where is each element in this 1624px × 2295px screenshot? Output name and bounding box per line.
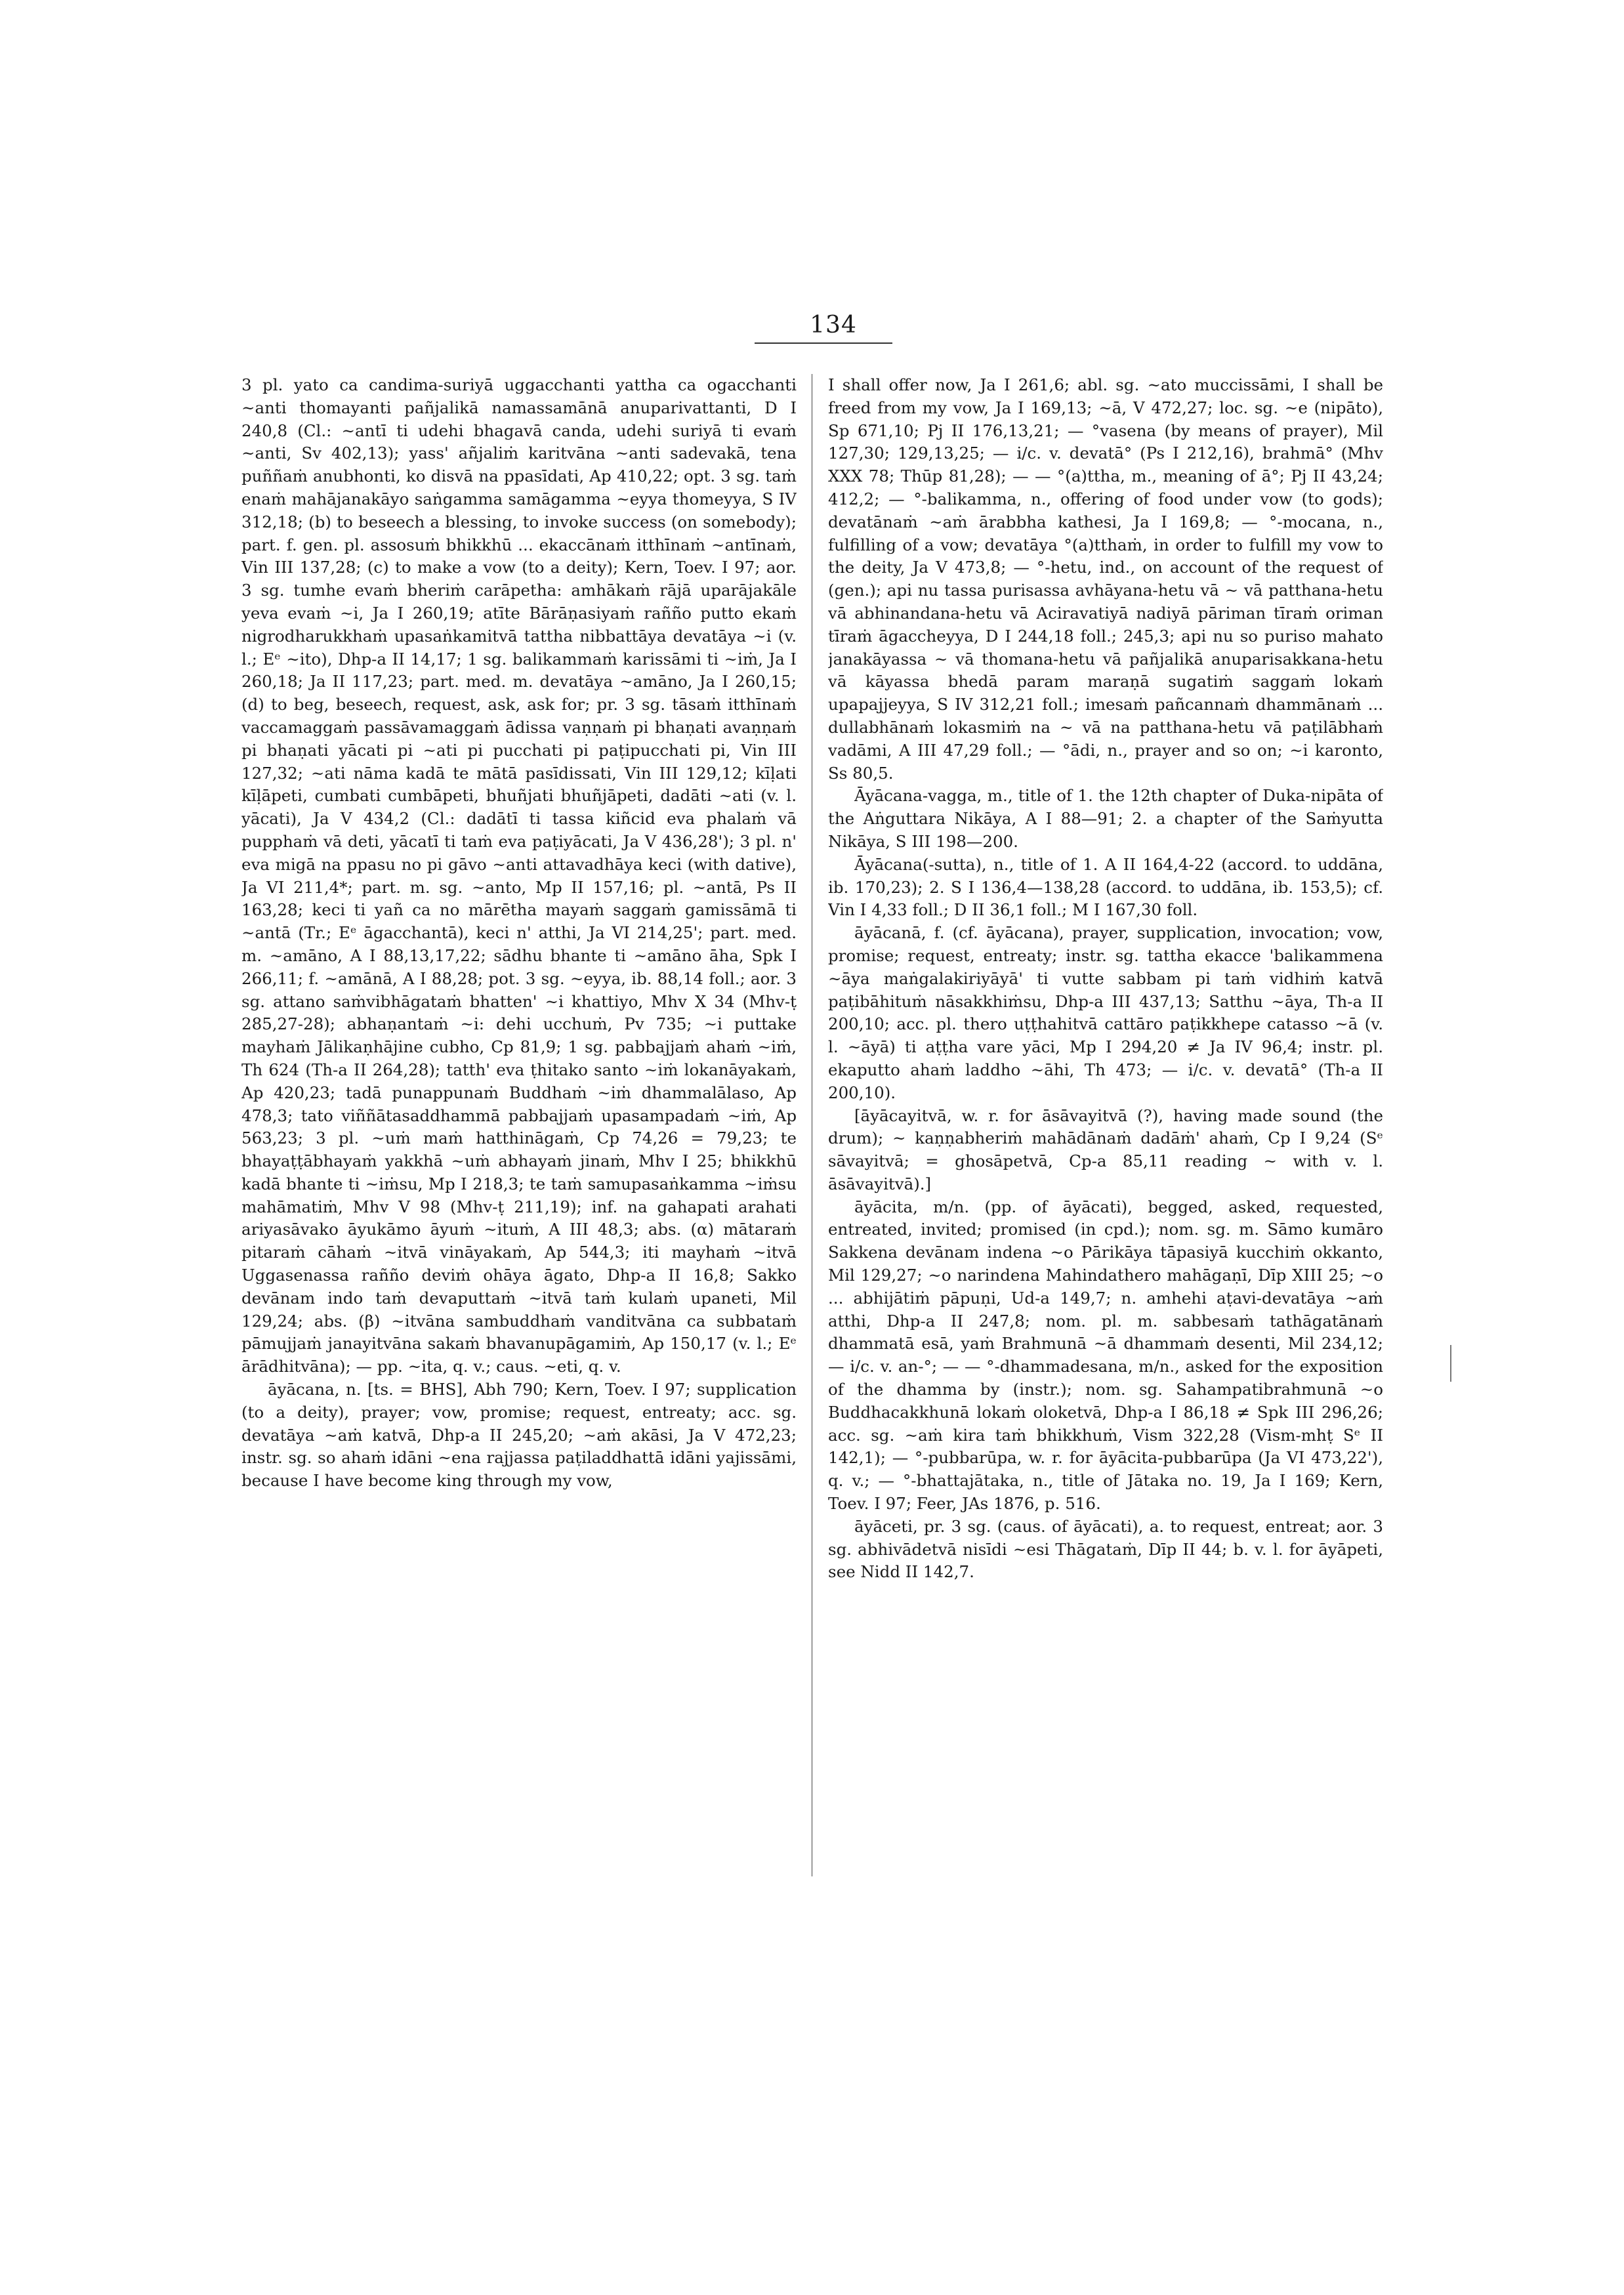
entry-paragraph: Āyācana(-sutta), n., title of 1. A II 164,4-22 (accord. to uddāna, ib. 170,23); 2. S I 136,4—138,28 (accord. to uddāna, ib. 153,5); cf. Vin I 4,33 foll.; D II 36,1 foll.; M I 167,30 foll.	[828, 854, 1383, 920]
margin-mark	[1450, 1345, 1451, 1382]
right-column	[828, 374, 1383, 1876]
entry-paragraph: Āyācana-vagga, m., title of 1. the 12th chapter of Duka-nipāta of the Aṅguttara Nikāya, A I 88—91; 2. a chapter of the Saṁyutta Nikāya, S III 198—200.	[828, 786, 1383, 851]
left-column	[241, 374, 797, 1876]
entry-paragraph: āyāceti, pr. 3 sg. (caus. of āyācati), a. to request, entreat; aor. 3 sg. abhivādetvā nisīdi ~esi Thāgataṁ, Dīp II 44; b. v. l. for āyāpeti, see Nidd II 142,7.	[828, 1516, 1383, 1582]
entry-paragraph: [āyācayitvā, w. r. for āsāvayitvā (?), having made sound (the drum); ~ kaṇṇabheriṁ mahādānaṁ dadāṁ' ahaṁ, Cp I 9,24 (Sᵉ sāvayitvā; = ghosāpetvā, Cp-a 85,11 reading ~ with v. l. āsāvayitvā).]	[828, 1106, 1383, 1193]
entry-paragraph: āyācita, m/n. (pp. of āyācati), begged, asked, requested, entreated, invited; promised (in cpd.); nom. sg. m. Sāmo kumāro Sakkena devānam indena ~o Pārikāya tāpasiyā kucchiṁ okkanto, Mil 129,27; ~o narindena Mahindathero mahāgaṇī, Dīp XIII 25; ~o ... abhijātiṁ pāpuṇi, Ud-a 149,7; n. amhehi aṭavi-devatāya ~aṁ atthi, Dhp-a II 247,8; nom. pl. m. sabbesaṁ tathāgatānaṁ dhammatā esā, yaṁ Brahmunā ~ā dhammaṁ desenti, Mil 234,12; — i/c. v. an-°; — — °-dhammadesana, m/n., asked for the exposition of the dhamma by (instr.); nom. sg. Sahampatibrahmunā ~o Buddhacakkhunā lokaṁ oloketvā, Dhp-a I 86,18 ≠ Spk III 296,26; acc. sg. ~aṁ kira taṁ bhikkhuṁ, Vism 322,28 (Vism-mhṭ Sᵉ II 142,1); — °-pubbarūpa, w. r. for āyācita-pubbarūpa (Ja VI 473,22'), q. v.; — °-bhattajātaka, n., title of Jātaka no. 19, Ja I 169; Kern, Toev. I 97; Feer, JAs 1876, p. 516.	[828, 1197, 1383, 1514]
page-number-rule	[755, 342, 892, 344]
page-number: 134	[810, 312, 857, 339]
entry-paragraph: I shall offer now, Ja I 261,6; abl. sg. ~ato muccissāmi, I shall be freed from my vow, Ja I 169,13; ~ā, V 472,27; loc. sg. ~e (nipāto), Sp 671,10; Pj II 176,13,21; — °vasena (by means of prayer), Mil 127,30; 129,13,25; — i/c. v. devatā° (Ps I 212,16), brahmā° (Mhv XXX 78; Thūp 81,28); — — °(a)ttha, m., meaning of ā°; Pj II 43,24; 412,2; — °-balikamma, n., offering of food under vow (to gods); devatānaṁ ~aṁ ārabbha kathesi, Ja I 169,8; — °-mocana, n., fulfilling of a vow; devatāya °(a)tthaṁ, in order to fulfill my vow to the deity, Ja V 473,8; — °-hetu, ind., on account of the request of (gen.); api nu tassa purisassa avhāyana-hetu vā ~ vā patthana-hetu vā abhinandana-hetu vā Aciravatiyā nadiyā pāriman tīraṁ oriman tīraṁ āgaccheyya, D I 244,18 foll.; 245,3; api nu so puriso mahato janakāyassa ~ vā thomana-hetu vā pañjalikā anuparisakkana-hetu vā kāyassa bhedā param maraṇā sugatiṁ saggaṁ lokaṁ upapajjeyya, S IV 312,21 foll.; imesaṁ pañcannaṁ dhammānaṁ ... dullabhānaṁ lokasmiṁ na ~ vā na patthana-hetu vā paṭilābhaṁ vadāmi, A III 47,29 foll.; — °ādi, n., prayer and so on; ~i karonto, Ss 80,5.	[828, 375, 1383, 783]
entry-paragraph: āyācana, n. [ts. = BHS], Abh 790; Kern, Toev. I 97; supplication (to a deity), prayer; vow, promise; request, entreaty; acc. sg. devatāya ~aṁ katvā, Dhp-a II 245,20; ~aṁ akāsi, Ja V 472,23; instr. sg. so ahaṁ idāni ~ena rajjassa paṭiladdhattā idāni yajissāmi, because I have become king through my vow,	[241, 1380, 797, 1491]
entry-paragraph: āyācanā, f. (cf. āyācana), prayer, supplication, invocation; vow, promise; request, entreaty; instr. sg. tattha ekacce 'balikammena ~āya maṅgalakiriyāyā' ti vutte sabbam pi taṁ vidhiṁ katvā paṭibāhituṁ nāsakkhiṁsu, Dhp-a III 437,13; Satthu ~āya, Th-a II 200,10; acc. pl. thero uṭṭhahitvā cattāro paṭikkhepe catasso ~ā (v. l. ~āyā) ti aṭṭha vare yāci, Mp I 294,20 ≠ Ja IV 96,4; instr. pl. ekaputto ahaṁ laddho ~āhi, Th 473; — i/c. v. devatā° (Th-a II 200,10).	[828, 923, 1383, 1102]
entry-paragraph: 3 pl. yato ca candima-suriyā uggacchanti yattha ca ogacchanti ~anti thomayanti pañjalikā namassamānā anuparivattanti, D I 240,8 (Cl.: ~antī ti udehi bhagavā canda, udehi suriyā ti evaṁ ~anti, Sv 402,13); yass' añjaliṁ karitvāna ~anti sadevakā, tena puññaṁ anubhonti, ko disvā na ppasīdati, Ap 410,22; opt. 3 sg. taṁ enaṁ mahājanakāyo saṅgamma samāgamma ~eyya thomeyya, S IV 312,18; (b) to beseech a blessing, to invoke success (on somebody); part. f. gen. pl. assosuṁ bhikkhū ... ekaccānaṁ itthīnaṁ ~antīnaṁ, Vin III 137,28; (c) to make a vow (to a deity); Kern, Toev. I 97; aor. 3 sg. tumhe evaṁ bheriṁ carāpetha: amhākaṁ rājā uparājakāle yeva evaṁ ~i, Ja I 260,19; atīte Bārāṇasiyaṁ rañño putto ekaṁ nigrodharukkhaṁ upasaṅkamitvā tattha nibbattāya devatāya ~i (v. l.; Eᵉ ~ito), Dhp-a II 14,17; 1 sg. balikammaṁ karissāmi ti ~iṁ, Ja I 260,18; Ja II 117,23; part. med. m. devatāya ~amāno, Ja I 260,15; (d) to beg, beseech, request, ask, ask for; pr. 3 sg. tāsaṁ itthīnaṁ vaccamaggaṁ passāvamaggaṁ ādissa vaṇṇaṁ pi bhaṇati avaṇṇaṁ pi bhaṇati yācati pi ~ati pi pucchati pi paṭipucchati pi, Vin III 127,32; ~ati nāma kadā te mātā pasīdissati, Vin III 129,12; kīḷati kīḷāpeti, cumbati cumbāpeti, bhuñjati bhuñjāpeti, dadāti ~ati (v. l. yācati), Ja V 434,2 (Cl.: dadātī ti tassa kiñcid eva phalaṁ vā pupphaṁ vā deti, yācatī ti taṁ eva paṭiyācati, Ja V 436,28'); 3 pl. n' eva migā na ppasu no pi gāvo ~anti attavadhāya keci (with dative), Ja VI 211,4*; part. m. sg. ~anto, Mp II 157,16; pl. ~antā, Ps II 163,28; keci ti yañ ca no mārētha mayaṁ saggaṁ gamissāmā ti ~antā (Tr.; Eᵉ āgacchantā), keci n' atthi, Ja VI 214,25'; part. med. m. ~amāno, A I 88,13,17,22; sādhu bhante ti ~amāno āha, Spk I 266,11; f. ~amānā, A I 88,28; pot. 3 sg. ~eyya, ib. 88,14 foll.; aor. 3 sg. attano saṁvibhāgataṁ bhatten' ~i khattiyo, Mhv X 34 (Mhv-ṭ 285,27-28); abhaṇantaṁ ~i: dehi ucchuṁ, Pv 735; ~i puttake mayhaṁ Jālikaṇhājine cubho, Cp 81,9; 1 sg. pabbajjaṁ ahaṁ ~iṁ, Th 624 (Th-a II 264,28); tatth' eva ṭhitako santo ~iṁ lokanāyakaṁ, Ap 420,23; tadā punappunaṁ Buddhaṁ ~iṁ dhammalālaso, Ap 478,3; tato viññātasaddhammā pabbajjaṁ upasampadaṁ ~iṁ, Ap 563,23; 3 pl. ~uṁ maṁ hatthināgaṁ, Cp 74,26 = 79,23; te bhayaṭṭābhayaṁ yakkhā ~uṁ abhayaṁ jinaṁ, Mhv I 25; bhikkhū kadā bhante ti ~iṁsu, Mp I 218,3; te taṁ samupasaṅkamma ~iṁsu mahāmatiṁ, Mhv V 98 (Mhv-ṭ 211,19); inf. na gahapati arahati ariyasāvako āyukāmo āyuṁ ~ituṁ, A III 48,3; abs. (α) mātaraṁ pitaraṁ cāhaṁ ~itvā vināyakaṁ, Ap 544,3; iti mayhaṁ ~itvā Uggasenassa rañño deviṁ ohāya āgato, Dhp-a II 16,8; Sakko devānam indo taṁ devaputtaṁ ~itvā taṁ kulaṁ upaneti, Mil 129,24; abs. (β) ~itvāna sambuddhaṁ vanditvāna ca subbataṁ pāmujjaṁ janayitvāna sakaṁ bhavanupāgamiṁ, Ap 150,17 (v. l.; Eᵉ ārādhitvāna); — pp. ~ita, q. v.; caus. ~eti, q. v.	[241, 375, 797, 1376]
